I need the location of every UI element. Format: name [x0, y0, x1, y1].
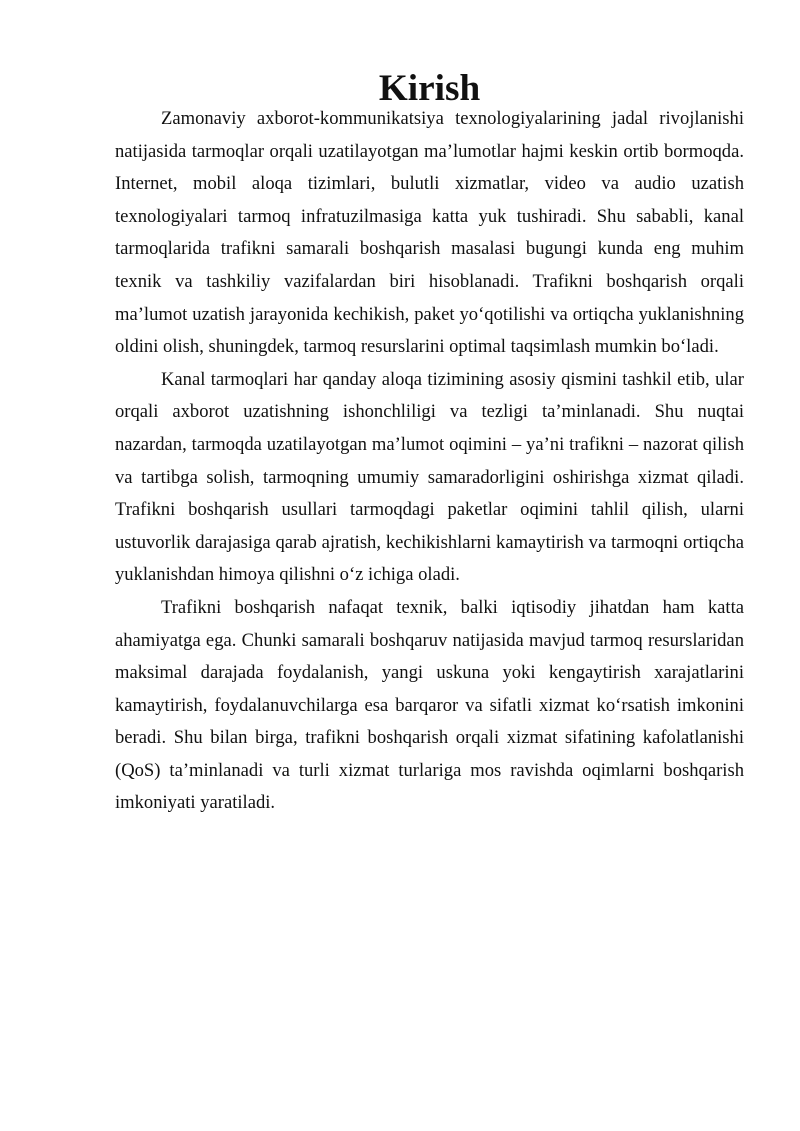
paragraph-3: Trafikni boshqarish nafaqat texnik, balki iqtisodiy jihatdan ham katta ahamiyatga ega. Chunki samarali boshqaruv natijasida mavjud tarmoq resurslaridan maksimal darajada foydalanish, yangi uskuna yoki kengaytirish xarajatlarini kamaytirish, foydalanuvchilarga esa barqaror va sifatli xizmat ko‘rsatish imkonini beradi. Shu bilan birga, trafikni boshqarish orqali xizmat sifatining kafolatlanishi (QoS) ta’minlanadi va turli xizmat turlariga mos ravishda oqimlarni boshqarish imkoniyati yaratiladi. — [115, 596, 744, 814]
paragraph-2: Kanal tarmoqlari har qanday aloqa tizimining asosiy qismini tashkil etib, ular orqali axborot uzatishning ishonchliligi va tezligi ta’minlanadi. Shu nuqtai nazardan, tarmoqda uzatilayotgan ma’lumot oqimini – ya’ni trafikni – nazorat qilish va tartibga solish, tarmoqning umumiy samaradorligini oshirishga xizmat qiladi. Trafikni boshqarish usullari tarmoqdagi paketlar oqimini tahlil qilish, ularni ustuvorlik darajasiga qarab ajratish, kechikishlarni kamaytirish va tarmoqni ortiqcha yuklanishdan himoya qilishni o‘z ichiga oladi. — [115, 368, 744, 586]
paragraph-1: Zamonaviy axborot-kommunikatsiya texnologiyalarining jadal rivojlanishi natijasida tarmoqlar orqali uzatilayotgan ma’lumotlar hajmi keskin ortib bormoqda. Internet, mobil aloqa tizimlari, bulutli xizmatlar, video va audio uzatish texnologiyalari tarmoq infratuzilmasiga katta yuk tushiradi. Shu sababli, kanal tarmoqlarida trafikni samarali boshqarish masalasi bugungi kunda eng muhim texnik va tashkiliy vazifalardan biri hisoblanadi. Trafikni boshqarish orqali ma’lumot uzatish jarayonida kechikish, paket yo‘qotilishi va ortiqcha yuklanishning oldini olish, shuningdek, tarmoq resurslarini optimal taqsimlash mumkin bo‘ladi. — [115, 108, 744, 358]
document-body — [115, 68, 744, 820]
document-title: Kirish — [378, 68, 481, 109]
